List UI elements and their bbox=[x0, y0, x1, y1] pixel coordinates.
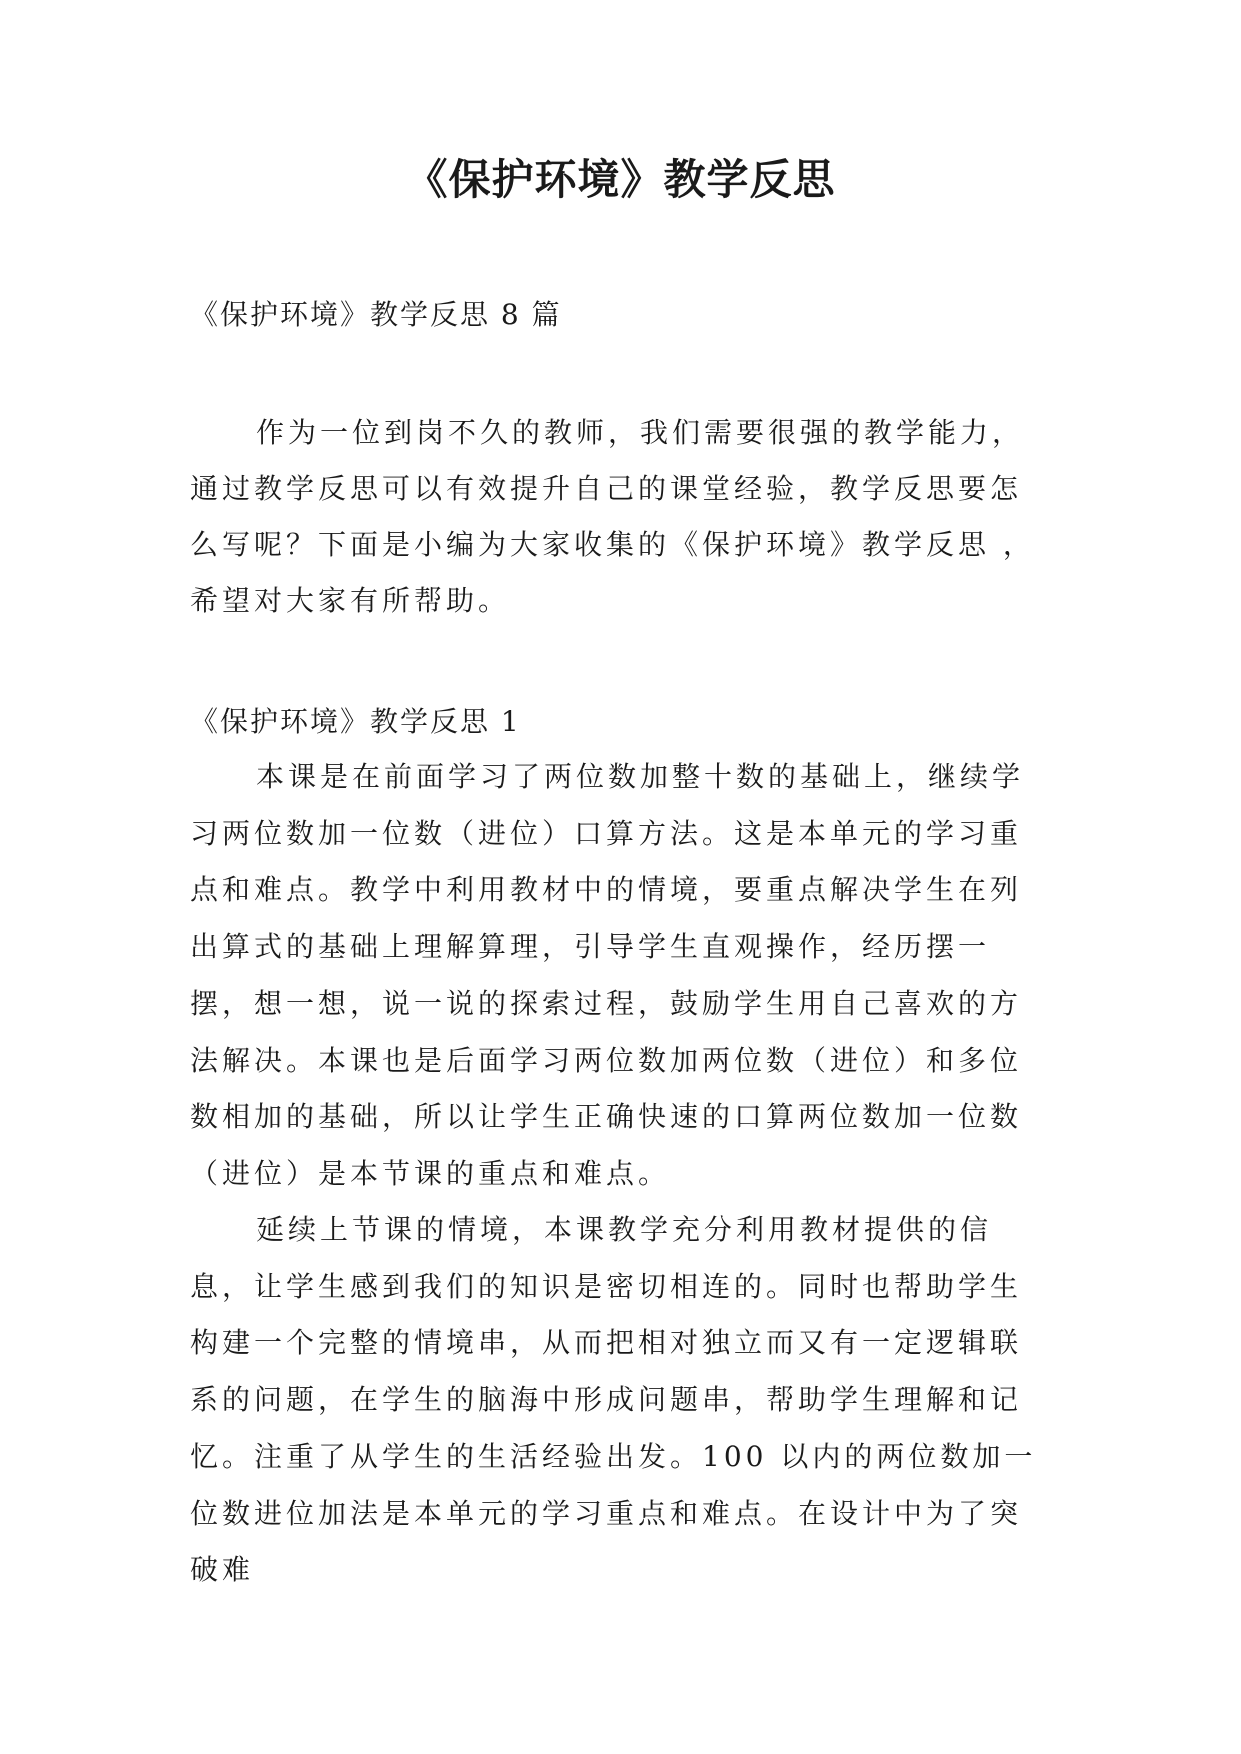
section-heading: 《保护环境》教学反思 1 bbox=[190, 705, 521, 738]
document-subtitle: 《保护环境》教学反思 8 篇 bbox=[190, 298, 562, 331]
document-title: 《保护环境》教学反思 bbox=[405, 155, 836, 204]
body-paragraph-2: 延续上节课的情境，本课教学充分利用教材提供的信息，让学生感到我们的知识是密切相连的。同时也帮助学生构建一个完整的情境串，从而把相对独立而又有一定逻辑联系的问题，在学生的脑海中形成问题串，帮助学生理解和记忆。注重了从学生的生活经验出发。100 以内的两位数加一位数进位加法是本单元的学习重点和难点。在设计中为了突破难 bbox=[190, 1213, 1037, 1587]
intro-paragraph: 作为一位到岗不久的教师，我们需要很强的教学能力，通过教学反思可以有效提升自己的课堂经验，教学反思要怎么写呢？下面是小编为大家收集的《保护环境》教学反思 ，希望对大家有所帮助。 bbox=[190, 416, 1035, 617]
body-paragraph-1: 本课是在前面学习了两位数加整十数的基础上，继续学习两位数加一位数（进位）口算方法。这是本单元的学习重点和难点。教学中利用教材中的情境，要重点解决学生在列出算式的基础上理解算理，引导学生直观操作，经历摆一摆，想一想，说一说的探索过程，鼓励学生用自己喜欢的方法解决。本课也是后面学习两位数加两位数（进位）和多位数相加的基础，所以让学生正确快速的口算两位数加一位数（进位）是本节课的重点和难点。 bbox=[190, 760, 1025, 1190]
